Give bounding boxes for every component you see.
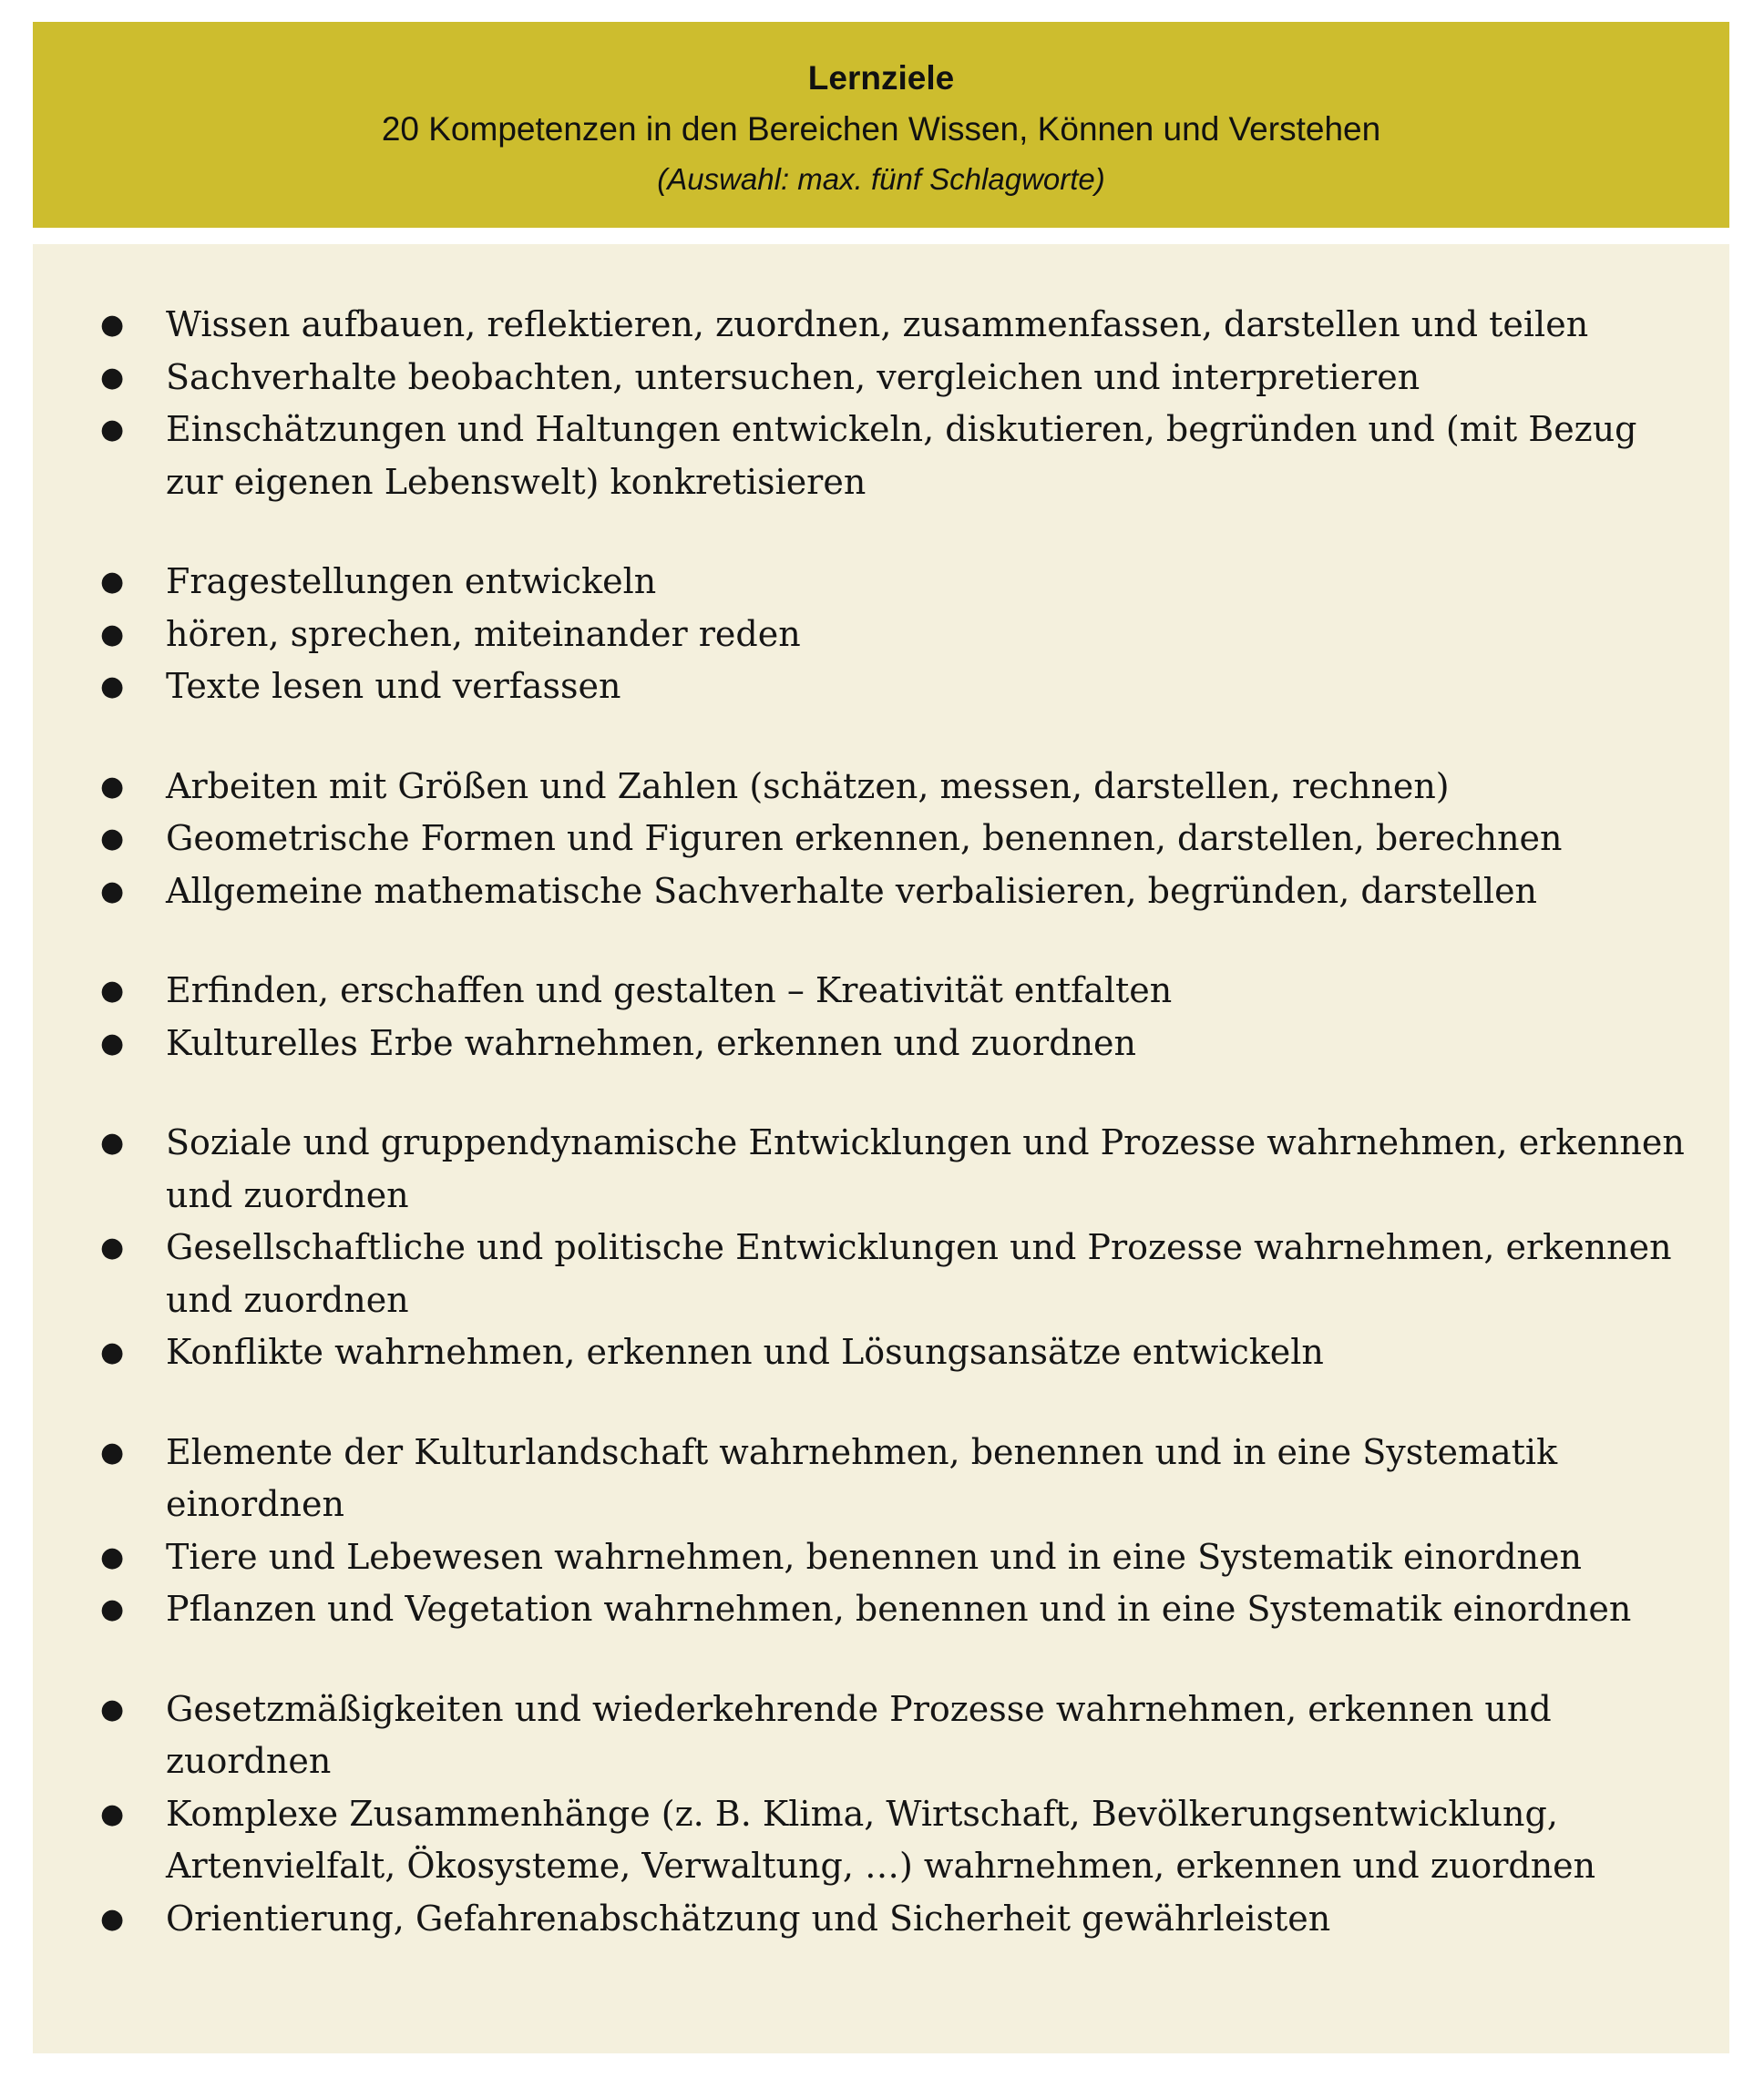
competence-list-panel <box>33 244 1729 2053</box>
bullet-icon: ● <box>100 1436 125 1469</box>
list-item-text: Erfinden, erschaffen und gestalten – Kreativität entfalten <box>166 970 1173 1010</box>
list-item-text: Komplexe Zusammenhänge (z. B. Klima, Wirtschaft, Bevölkerungsentwicklung, Artenvielfalt, Ökosysteme, Verwaltung, …) wahrnehmen, erkennen und zuordnen <box>166 1793 1596 1886</box>
list-item <box>67 1222 1693 1326</box>
list-item-text: Allgemeine mathematische Sachverhalte verbalisieren, begründen, darstellen <box>166 870 1538 911</box>
bullet-icon: ● <box>100 566 125 598</box>
bullet-icon: ● <box>100 823 125 855</box>
page-title: Lernziele <box>807 59 955 97</box>
list-item <box>67 1531 1693 1584</box>
bullet-icon: ● <box>100 618 125 650</box>
list-item <box>67 609 1693 661</box>
bullet-icon: ● <box>100 1232 125 1264</box>
list-item <box>67 1427 1693 1531</box>
list-item-text: Pflanzen und Vegetation wahrnehmen, benennen und in eine Systematik einordnen <box>166 1589 1632 1629</box>
list-item <box>67 352 1693 404</box>
bullet-icon: ● <box>100 875 125 907</box>
bullet-icon: ● <box>100 1540 125 1573</box>
competence-group-4 <box>67 965 1693 1070</box>
list-item <box>67 1684 1693 1788</box>
list-item <box>67 1788 1693 1893</box>
list-item <box>67 813 1693 865</box>
bullet-icon: ● <box>100 414 125 445</box>
list-item <box>67 965 1693 1018</box>
list-item-text: Orientierung, Gefahrenabschätzung und Sicherheit gewährleisten <box>166 1898 1331 1939</box>
bullet-icon: ● <box>100 975 125 1007</box>
list-item <box>67 1326 1693 1379</box>
bullet-icon: ● <box>100 1127 125 1159</box>
bullet-icon: ● <box>100 1902 125 1935</box>
bullet-icon: ● <box>100 770 125 803</box>
bullet-icon: ● <box>100 1027 125 1059</box>
list-item-text: Elemente der Kulturlandschaft wahrnehmen, benennen und in eine Systematik einordnen <box>166 1431 1558 1524</box>
competence-group-6 <box>67 1427 1693 1636</box>
list-item <box>67 865 1693 918</box>
list-item-text: Tiere und Lebewesen wahrnehmen, benennen und in eine Systematik einordnen <box>166 1536 1582 1577</box>
list-item <box>67 1583 1693 1636</box>
list-item-text: Arbeiten mit Größen und Zahlen (schätzen, messen, darstellen, rechnen) <box>166 765 1450 806</box>
bullet-icon: ● <box>100 1336 125 1368</box>
list-item <box>67 1117 1693 1222</box>
list-item-text: Soziale und gruppendynamische Entwicklungen und Prozesse wahrnehmen, erkennen und zuordnen <box>166 1122 1685 1215</box>
list-item-text: Sachverhalte beobachten, untersuchen, vergleichen und interpretieren <box>166 356 1420 397</box>
bullet-icon: ● <box>100 1693 125 1725</box>
list-item-text: Fragestellungen entwickeln <box>166 561 657 601</box>
list-item <box>67 404 1693 508</box>
list-item <box>67 1018 1693 1070</box>
competence-group-2 <box>67 556 1693 713</box>
competence-group-3 <box>67 761 1693 918</box>
page-subtitle: 20 Kompetenzen in den Bereichen Wissen, Können und Verstehen <box>381 110 1381 148</box>
list-item <box>67 1893 1693 1946</box>
competence-group-1 <box>67 299 1693 508</box>
bullet-icon: ● <box>100 361 125 394</box>
bullet-icon: ● <box>100 309 125 341</box>
list-item-text: Geometrische Formen und Figuren erkennen, benennen, darstellen, berechnen <box>166 818 1563 858</box>
competence-group-5 <box>67 1117 1693 1379</box>
list-item-text: Gesetzmäßigkeiten und wiederkehrende Prozesse wahrnehmen, erkennen und zuordnen <box>166 1688 1552 1781</box>
competence-group-7 <box>67 1684 1693 1946</box>
list-item-text: Kulturelles Erbe wahrnehmen, erkennen und zuordnen <box>166 1022 1136 1063</box>
list-item-text: Texte lesen und verfassen <box>166 666 621 706</box>
list-item-text: Konflikte wahrnehmen, erkennen und Lösungsansätze entwickeln <box>166 1332 1324 1372</box>
list-item-text: Wissen aufbauen, reflektieren, zuordnen, zusammenfassen, darstellen und teilen <box>166 304 1589 344</box>
list-item-text: Gesellschaftliche und politische Entwicklungen und Prozesse wahrnehmen, erkennen und zuordnen <box>166 1227 1672 1320</box>
bullet-icon: ● <box>100 1797 125 1830</box>
bullet-icon: ● <box>100 1593 125 1625</box>
bullet-icon: ● <box>100 670 125 702</box>
list-item <box>67 660 1693 713</box>
list-item <box>67 761 1693 814</box>
selection-note: (Auswahl: max. fünf Schlagworte) <box>657 162 1105 196</box>
list-item-text: hören, sprechen, miteinander reden <box>166 613 801 654</box>
list-item <box>67 299 1693 352</box>
list-item <box>67 556 1693 609</box>
header-banner <box>33 22 1729 228</box>
list-item-text: Einschätzungen und Haltungen entwickeln, diskutieren, begründen und (mit Bezug zur eigenen Lebenswelt) konkretisieren <box>166 409 1637 502</box>
